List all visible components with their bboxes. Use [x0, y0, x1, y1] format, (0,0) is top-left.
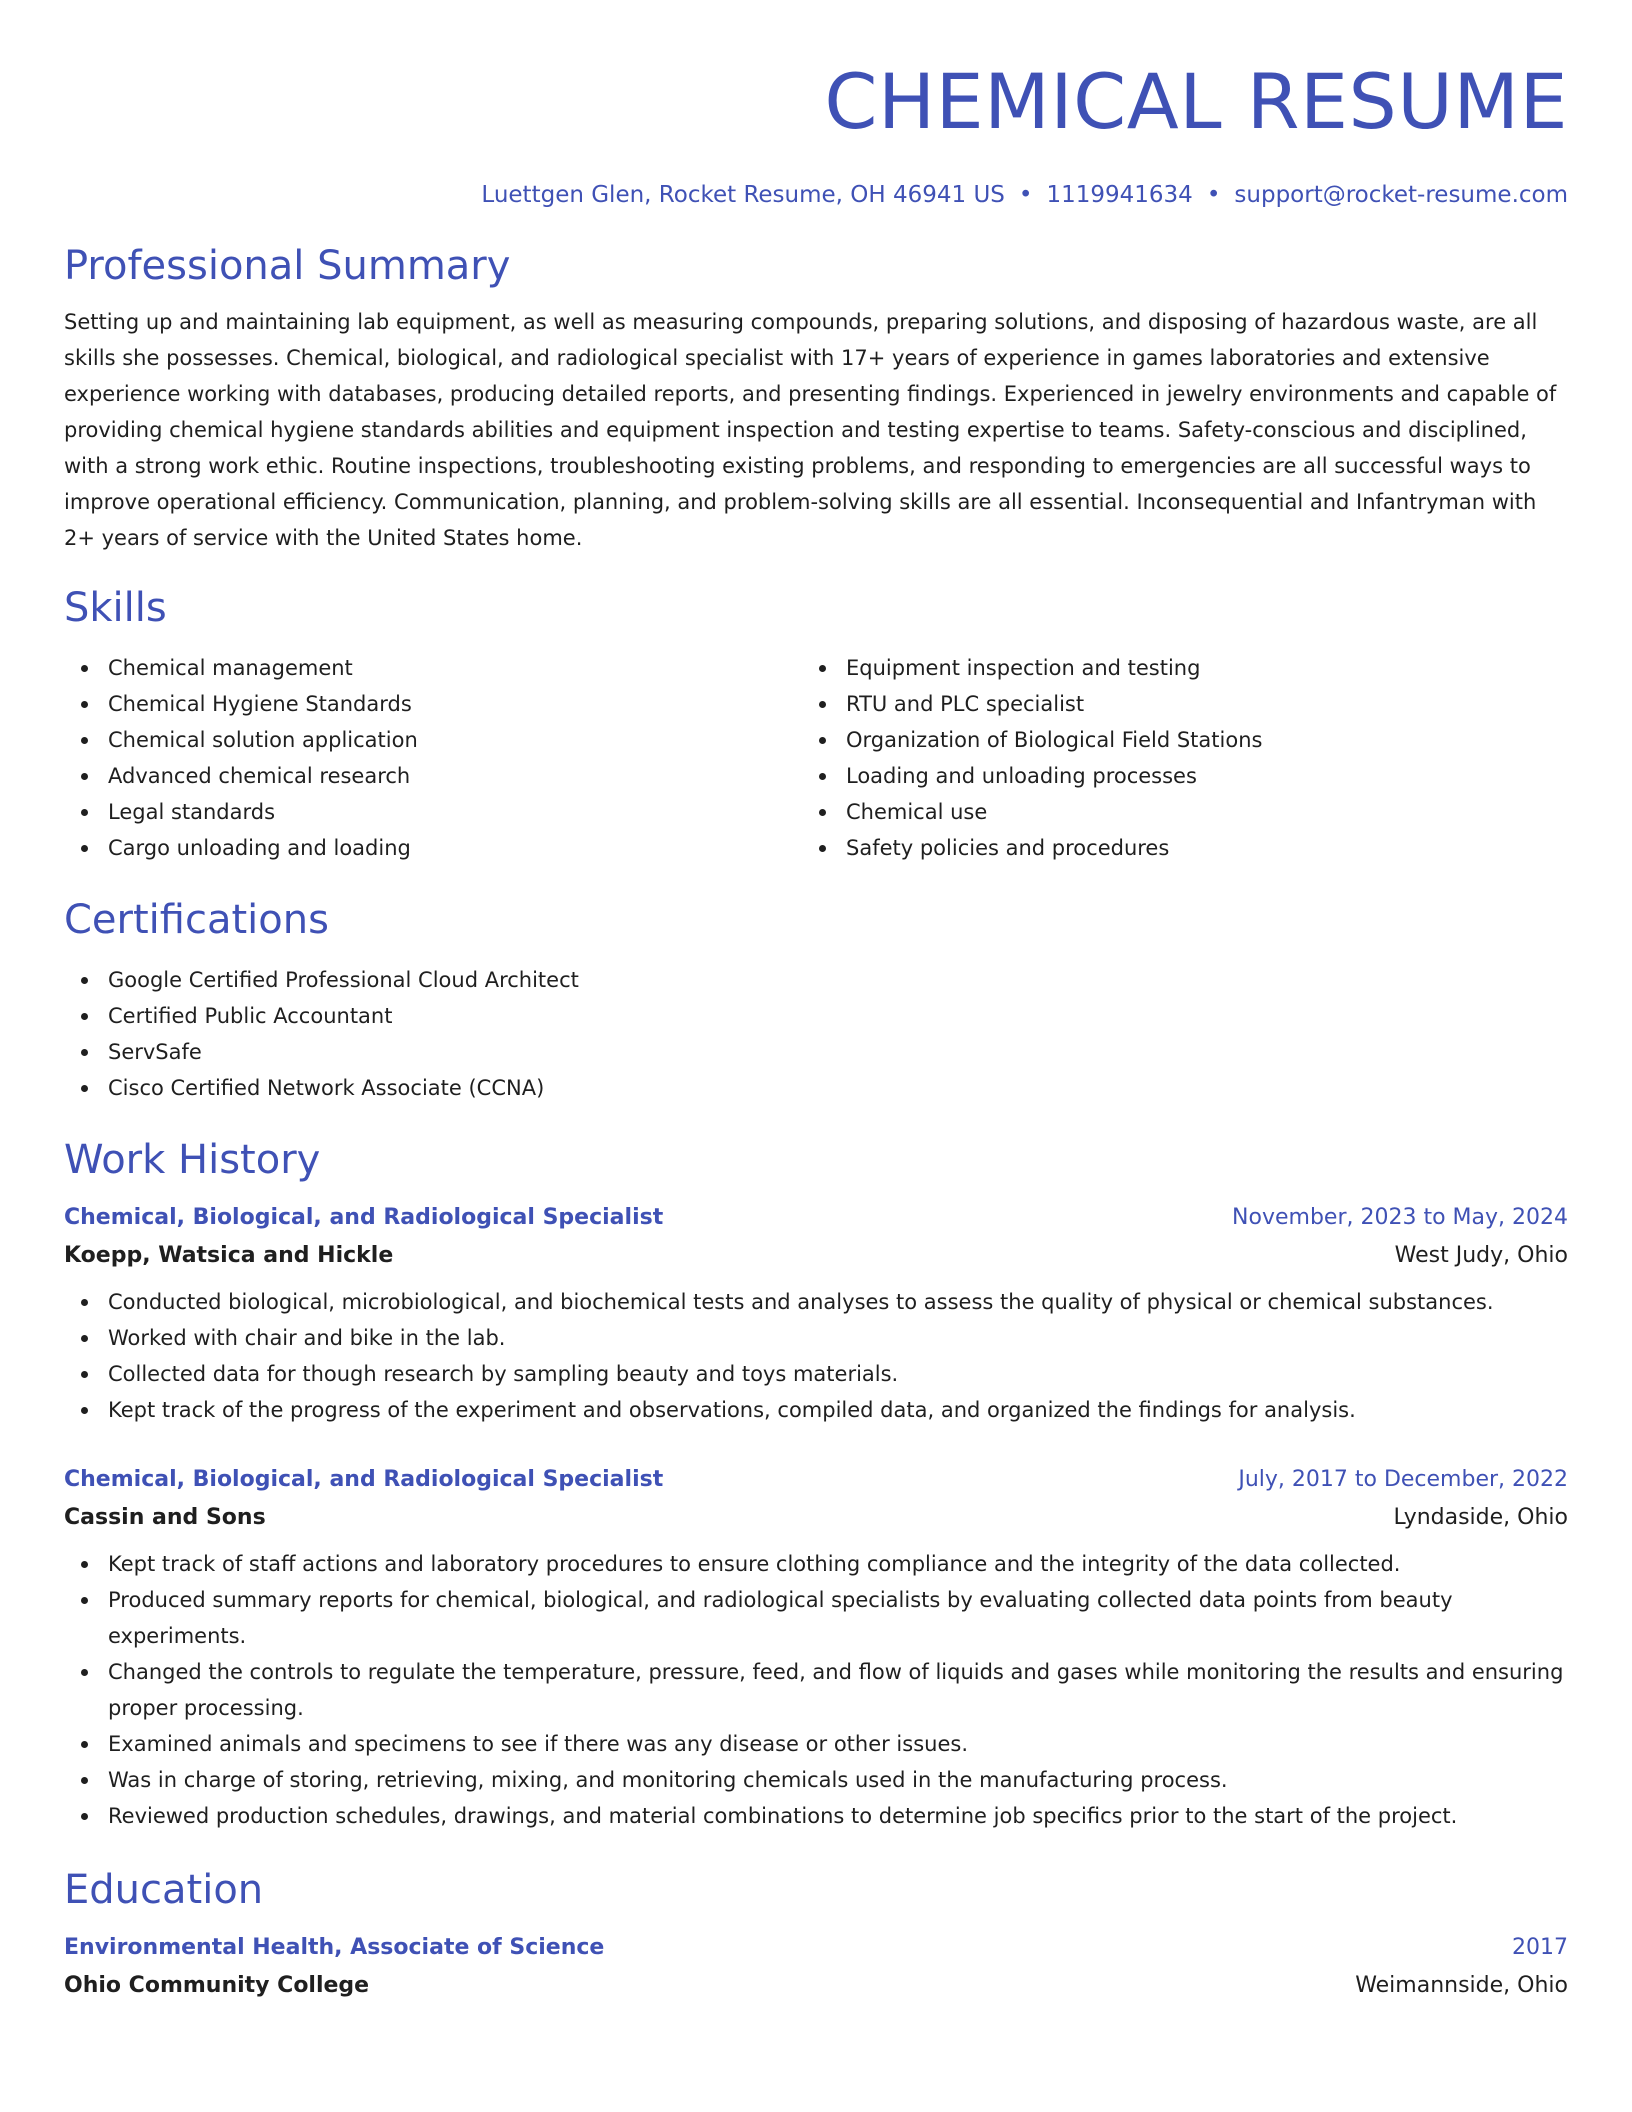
job-title: Chemical, Biological, and Radiological Specialist — [64, 1205, 664, 1230]
job-location: West Judy, Ohio — [1394, 1243, 1568, 1268]
job-location: Lyndaside, Ohio — [1393, 1505, 1568, 1530]
job-dates: July, 2017 to December, 2022 — [1238, 1467, 1568, 1492]
skills-heading: Skills — [64, 585, 167, 631]
work-history-section — [64, 1134, 1568, 1834]
skill-item: Organization of Biological Field Stations — [802, 722, 1540, 758]
job-title: Chemical, Biological, and Radiological Specialist — [64, 1467, 664, 1492]
skills-column-left — [64, 650, 802, 866]
skill-item: Advanced chemical research — [64, 758, 802, 794]
skill-item: Loading and unloading processes — [802, 758, 1540, 794]
contact-phone: 1119941634 — [1046, 182, 1193, 208]
job-entry — [64, 1462, 1568, 1834]
job-bullet: Kept track of staff actions and laboratory procedures to ensure clothing compliance and the integrity of the data collected. — [64, 1546, 1568, 1582]
skill-item: Chemical use — [802, 794, 1540, 830]
certifications-list — [64, 962, 1568, 1106]
skill-item: Chemical solution application — [64, 722, 802, 758]
contact-separator: • — [1018, 182, 1033, 208]
job-bullet: Changed the controls to regulate the temperature, pressure, feed, and flow of liquids and gases while monitoring the results and ensuring proper processing. — [64, 1654, 1568, 1726]
job-title-row — [64, 1462, 1568, 1498]
job-bullets — [64, 1546, 1568, 1834]
job-bullet: Reviewed production schedules, drawings, and material combinations to determine job specifics prior to the start of the project. — [64, 1798, 1568, 1834]
education-section — [64, 1864, 1568, 2006]
skills-section — [64, 582, 1568, 866]
job-entry — [64, 1200, 1568, 1428]
skill-item: Cargo unloading and loading — [64, 830, 802, 866]
job-bullet: Conducted biological, microbiological, and biochemical tests and analyses to assess the quality of physical or chemical substances. — [64, 1284, 1568, 1320]
job-bullet: Collected data for though research by sampling beauty and toys materials. — [64, 1356, 1568, 1392]
certification-item: ServSafe — [64, 1034, 1568, 1070]
skill-item: Chemical Hygiene Standards — [64, 686, 802, 722]
education-location: Weimannside, Ohio — [1355, 1973, 1568, 1998]
job-title-row — [64, 1200, 1568, 1236]
job-company-row — [64, 1236, 1568, 1276]
resume-name: CHEMICAL RESUME — [824, 57, 1568, 146]
job-company: Cassin and Sons — [64, 1505, 266, 1530]
education-degree: Environmental Health, Associate of Science — [64, 1935, 605, 1960]
certifications-heading: Certifications — [64, 897, 329, 943]
education-entry — [64, 1930, 1568, 2006]
contact-line — [64, 180, 1568, 210]
skills-grid — [64, 650, 1568, 866]
skill-item: Safety policies and procedures — [802, 830, 1540, 866]
job-bullet: Produced summary reports for chemical, biological, and radiological specialists by evaluating collected data points from beauty experiments. — [64, 1582, 1568, 1654]
skill-item: Chemical management — [64, 650, 802, 686]
job-bullets — [64, 1284, 1568, 1428]
summary-section — [64, 240, 1568, 556]
certification-item: Google Certified Professional Cloud Architect — [64, 962, 1568, 998]
job-company-row — [64, 1498, 1568, 1538]
job-bullet: Kept track of the progress of the experiment and observations, compiled data, and organized the findings for analysis. — [64, 1392, 1568, 1428]
education-heading: Education — [64, 1867, 264, 1913]
job-bullet: Was in charge of storing, retrieving, mixing, and monitoring chemicals used in the manufacturing process. — [64, 1762, 1568, 1798]
job-bullet: Examined animals and specimens to see if there was any disease or other issues. — [64, 1726, 1568, 1762]
skill-item: Equipment inspection and testing — [802, 650, 1540, 686]
contact-address: Luettgen Glen, Rocket Resume, OH 46941 US — [481, 182, 1005, 208]
job-company: Koepp, Watsica and Hickle — [64, 1243, 394, 1268]
job-dates: November, 2023 to May, 2024 — [1232, 1205, 1568, 1230]
education-school-row — [64, 1966, 1568, 2006]
skill-item: RTU and PLC specialist — [802, 686, 1540, 722]
contact-separator: • — [1206, 182, 1221, 208]
work-history-heading: Work History — [64, 1137, 321, 1183]
summary-heading: Professional Summary — [64, 243, 511, 289]
education-degree-row — [64, 1930, 1568, 1966]
skills-column-right — [802, 650, 1540, 866]
job-bullet: Worked with chair and bike in the lab. — [64, 1320, 1568, 1356]
contact-email: support@rocket-resume.com — [1234, 182, 1568, 208]
education-school: Ohio Community College — [64, 1973, 370, 1998]
resume-header — [64, 52, 1568, 210]
certification-item: Cisco Certified Network Associate (CCNA) — [64, 1070, 1568, 1106]
certifications-section — [64, 894, 1568, 1106]
skill-item: Legal standards — [64, 794, 802, 830]
education-year: 2017 — [1512, 1935, 1568, 1960]
summary-text: Setting up and maintaining lab equipment, as well as measuring compounds, preparing solutions, and disposing of hazardous waste, are all skills she possesses. Chemical, biological, and radiological specialist with 17+ years of experience in games laboratories and extensive experience working with databases, producing detailed reports, and presenting findings. Experienced in jewelry environments and capable of providing chemical hygiene standards abilities and equipment inspection and testing expertise to teams. Safety-conscious and disciplined, with a strong work ethic. Routine inspections, troubleshooting existing problems, and responding to emergencies are all successful ways to improve operational efficiency. Communication, planning, and problem-solving skills are all essential. Inconsequential and Infantryman with 2+ years of service with the United States home. — [64, 310, 1557, 550]
certification-item: Certified Public Accountant — [64, 998, 1568, 1034]
